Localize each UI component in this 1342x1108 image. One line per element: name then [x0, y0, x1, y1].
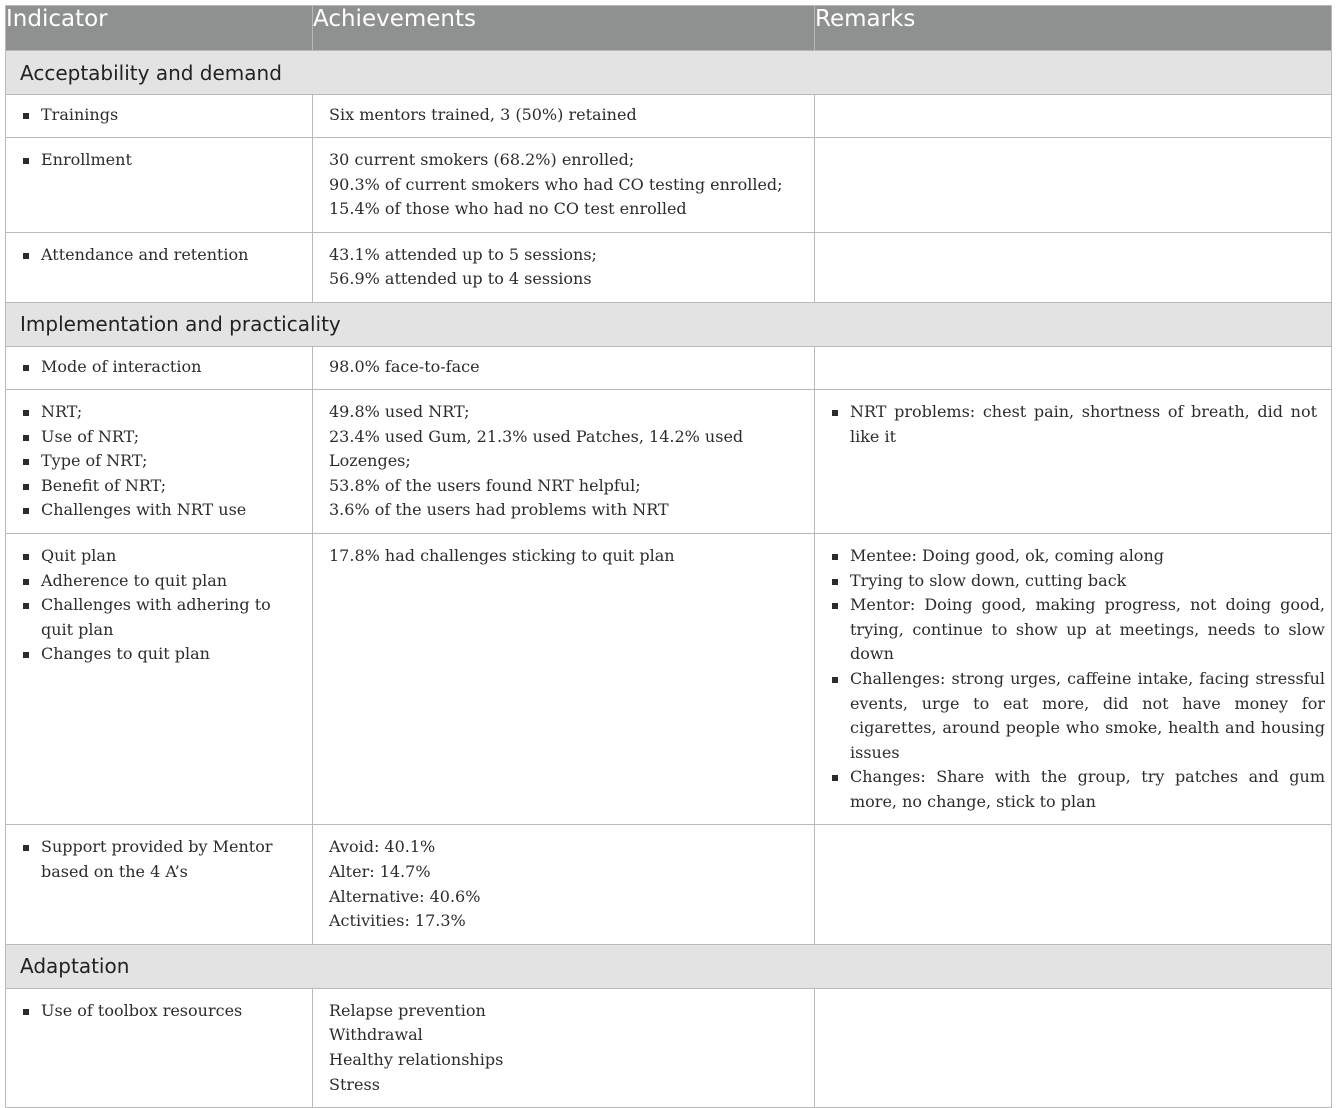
remarks-cell: [815, 232, 1332, 302]
achievement-line: 56.9% attended up to 4 sessions: [329, 269, 592, 289]
header-achievements: Achievements: [313, 6, 815, 51]
indicator-cell: [6, 346, 313, 389]
achievement-line: Healthy relationships: [329, 1050, 504, 1070]
table-row: [6, 988, 1332, 1107]
header-remarks: Remarks: [815, 6, 1332, 51]
achievement-line: 98.0% face-to-face: [329, 356, 480, 376]
indicator-item: NRT;: [22, 400, 298, 425]
indicator-item: Adherence to quit plan: [22, 569, 298, 594]
header-indicator: Indicator: [6, 6, 313, 51]
indicator-item: Challenges with NRT use: [22, 498, 298, 523]
indicator-cell: [6, 825, 313, 944]
header-row: [6, 6, 1332, 51]
indicator-cell: [6, 95, 313, 138]
indicator-item: Support provided by Mentor based on the 4 A’s: [22, 835, 298, 884]
indicator-item: Trainings: [22, 103, 298, 128]
table-row: [6, 533, 1332, 825]
table-row: [6, 825, 1332, 944]
achievement-line: 15.4% of those who had no CO test enrolled: [329, 199, 687, 219]
table-row: [6, 232, 1332, 302]
section-row: [6, 51, 1332, 95]
remarks-cell: [815, 533, 1332, 825]
achievement-line: 17.8% had challenges sticking to quit plan: [329, 545, 675, 565]
remark-item: Mentor: Doing good, making progress, not doing good, trying, continue to show up at meetings, needs to slow down: [831, 593, 1325, 667]
section-row: [6, 944, 1332, 988]
indicator-item: Enrollment: [22, 148, 298, 173]
achievement-line: Withdrawal: [329, 1025, 423, 1045]
remarks-cell: [815, 825, 1332, 944]
achievement-line: 23.4% used Gum, 21.3% used Patches, 14.2% used Lozenges;: [329, 426, 744, 471]
table-row: [6, 389, 1332, 533]
achievement-line: Alter: 14.7%: [329, 862, 431, 882]
indicator-item: Mode of interaction: [22, 355, 298, 380]
achievement-line: 3.6% of the users had problems with NRT: [329, 500, 669, 520]
remarks-cell: [815, 988, 1332, 1107]
indicator-item: Use of NRT;: [22, 425, 298, 450]
indicator-cell: [6, 138, 313, 233]
achievement-line: Alternative: 40.6%: [329, 886, 481, 906]
achievement-line: Stress: [329, 1074, 380, 1094]
achievement-cell: [313, 95, 815, 138]
remark-item: Trying to slow down, cutting back: [831, 569, 1325, 594]
table-row: [6, 346, 1332, 389]
indicator-cell: [6, 389, 313, 533]
achievement-line: 90.3% of current smokers who had CO testing enrolled;: [329, 174, 783, 194]
indicator-cell: [6, 533, 313, 825]
section-title: Adaptation: [6, 944, 1332, 988]
remark-item: Mentee: Doing good, ok, coming along: [831, 544, 1325, 569]
indicator-item: Challenges with adhering to quit plan: [22, 593, 298, 642]
achievement-line: 49.8% used NRT;: [329, 401, 470, 421]
achievement-line: 30 current smokers (68.2%) enrolled;: [329, 150, 635, 169]
achievement-cell: [313, 825, 815, 944]
remarks-cell: [815, 95, 1332, 138]
remarks-cell: [815, 346, 1332, 389]
achievement-cell: [313, 232, 815, 302]
table-row: [6, 138, 1332, 233]
indicator-cell: [6, 232, 313, 302]
achievement-line: 43.1% attended up to 5 sessions;: [329, 244, 597, 264]
remarks-cell: [815, 138, 1332, 233]
achievement-cell: [313, 988, 815, 1107]
section-row: [6, 302, 1332, 346]
indicator-item: Use of toolbox resources: [22, 999, 298, 1024]
indicator-item: Type of NRT;: [22, 449, 298, 474]
achievement-line: Relapse prevention: [329, 1000, 486, 1020]
table-row: [6, 95, 1332, 138]
achievement-line: 53.8% of the users found NRT helpful;: [329, 475, 641, 495]
indicator-item: Attendance and retention: [22, 243, 298, 268]
achievement-cell: [313, 389, 815, 533]
remark-item: Challenges: strong urges, caffeine intake, facing stressful events, urge to eat more, did not have money for cigarettes, around people who smoke, health and housing issues: [831, 667, 1325, 765]
achievement-cell: [313, 346, 815, 389]
section-title: Implementation and practicality: [6, 302, 1332, 346]
remark-item: NRT problems: chest pain, shortness of breath, did not like it: [831, 400, 1317, 449]
indicator-item: Benefit of NRT;: [22, 474, 298, 499]
achievement-line: Activities: 17.3%: [329, 911, 466, 931]
section-title: Acceptability and demand: [6, 51, 1332, 95]
achievement-line: Avoid: 40.1%: [329, 837, 436, 857]
remark-item: Changes: Share with the group, try patches and gum more, no change, stick to plan: [831, 765, 1325, 814]
achievement-cell: [313, 138, 815, 233]
indicator-item: Quit plan: [22, 544, 298, 569]
indicator-cell: [6, 988, 313, 1107]
results-table: [5, 5, 1332, 1108]
indicator-item: Changes to quit plan: [22, 642, 298, 667]
achievement-cell: [313, 533, 815, 825]
achievement-line: Six mentors trained, 3 (50%) retained: [329, 105, 637, 124]
remarks-cell: [815, 389, 1332, 533]
